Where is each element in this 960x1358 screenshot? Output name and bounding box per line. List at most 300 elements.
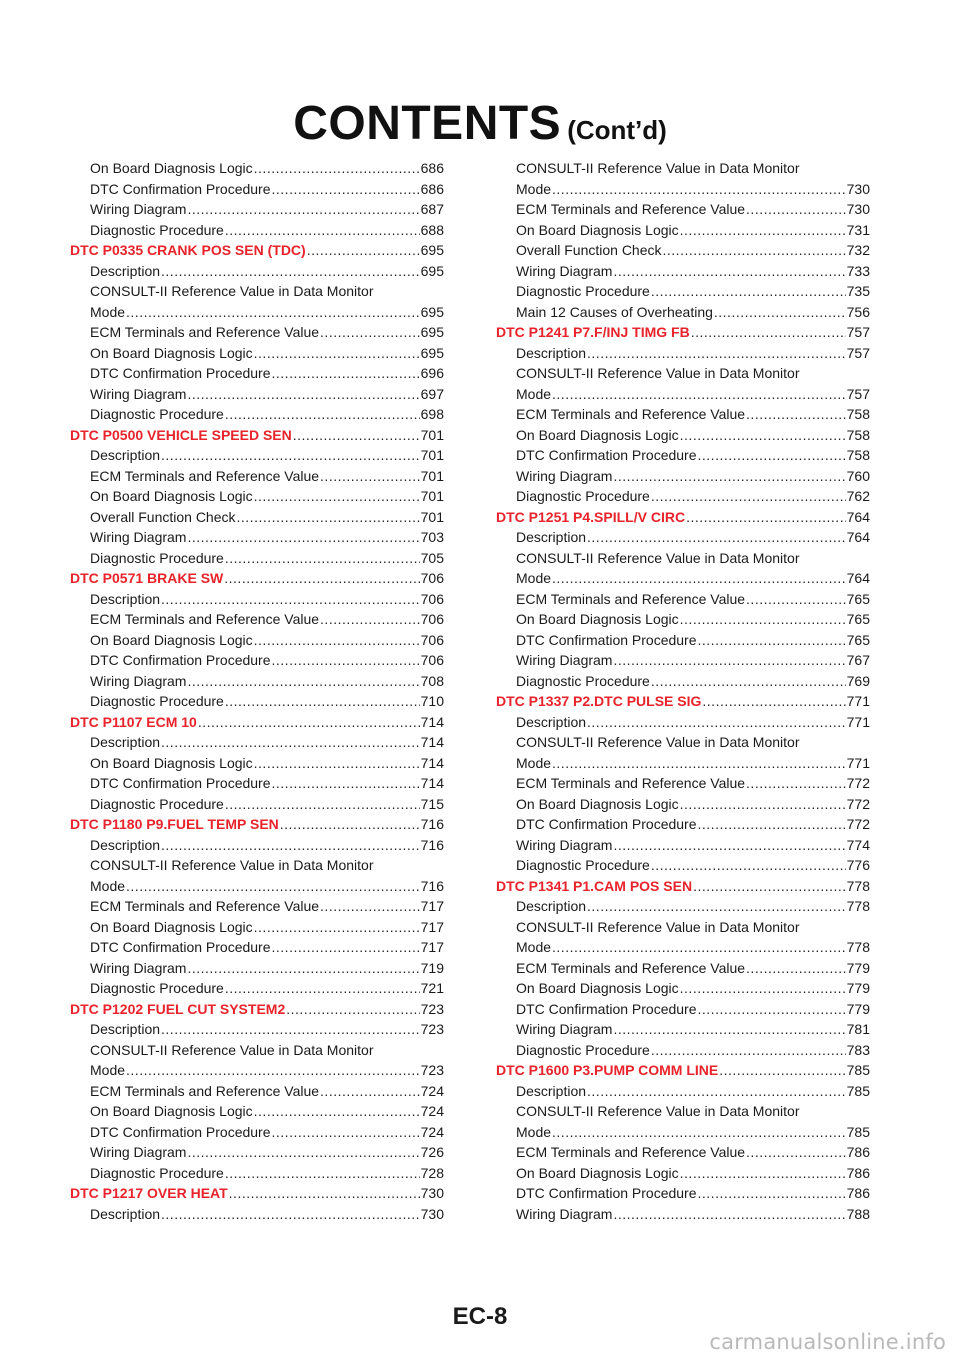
toc-entry[interactable] [496,1163,870,1184]
toc-leader-dots [225,404,420,425]
toc-entry[interactable] [70,527,444,548]
toc-entry[interactable] [496,1019,870,1040]
toc-entry[interactable] [70,917,444,938]
toc-page-number: 776 [846,857,870,873]
toc-leader-dots [552,937,846,958]
toc-page-number: 717 [420,918,444,935]
toc-entry[interactable] [496,486,870,507]
toc-page-number: 760 [846,467,870,484]
toc-entry[interactable] [496,261,870,282]
toc-page-number: 723 [420,1000,444,1017]
toc-entry-label: Description [516,344,587,361]
toc-entry[interactable] [496,917,870,938]
toc-entry[interactable] [70,1081,444,1102]
toc-entry[interactable] [70,896,444,917]
toc-entry-label: CONSULT-II Reference Value in Data Monitor [90,283,374,299]
toc-entry[interactable] [496,548,870,569]
toc-leader-dots [587,712,846,733]
toc-entry[interactable] [496,1040,870,1061]
toc-page-number: 779 [846,1000,870,1017]
toc-leader-dots [698,1183,846,1204]
toc-entry-label: Main 12 Causes of Overheating [516,303,713,320]
toc-entry[interactable] [496,466,870,487]
toc-entry[interactable] [70,1163,444,1184]
toc-leader-dots [698,999,846,1020]
toc-entry[interactable] [70,835,444,856]
toc-entry-label: ECM Terminals and Reference Value [90,1082,320,1099]
toc-section-heading[interactable] [70,240,444,261]
toc-leader-dots [552,753,846,774]
toc-leader-dots [272,363,420,384]
toc-leader-dots [698,445,846,466]
toc-entry[interactable] [496,978,870,999]
toc-leader-dots [651,855,846,876]
toc-entry[interactable] [70,630,444,651]
toc-entry[interactable] [70,199,444,220]
toc-leader-dots [702,691,845,712]
toc-page-number: 701 [420,426,444,443]
toc-entry-label: On Board Diagnosis Logic [516,426,679,443]
toc-entry[interactable] [496,240,870,261]
toc-section-heading[interactable] [70,712,444,733]
toc-page-number: 698 [420,406,444,422]
toc-entry-label: DTC Confirmation Procedure [90,180,271,197]
toc-leader-dots [651,1040,846,1061]
toc-leader-dots [272,1122,420,1143]
toc-page-number: 783 [846,1041,870,1058]
toc-entry[interactable] [496,650,870,671]
toc-page-number: 716 [420,877,444,894]
toc-page-number: 730 [846,180,870,197]
toc-page-number: 724 [420,1103,444,1119]
toc-entry[interactable] [496,835,870,856]
toc-entry-label: ECM Terminals and Reference Value [516,590,746,607]
toc-page-number: 765 [846,590,870,607]
toc-entry[interactable] [70,261,444,282]
toc-entry-label: DTC Confirmation Procedure [516,1185,697,1201]
toc-page-number: 788 [846,1205,870,1222]
page-title [0,97,960,150]
toc-leader-dots [126,302,420,323]
toc-entry[interactable] [70,876,444,897]
toc-entry-label: DTC P1251 P4.SPILL/V CIRC [496,508,686,525]
toc-leader-dots [613,261,845,282]
toc-section-heading[interactable] [496,876,870,897]
toc-leader-dots [320,1081,420,1102]
toc-leader-dots [746,773,846,794]
toc-leader-dots [320,466,420,487]
toc-entry[interactable] [496,794,870,815]
toc-entry[interactable] [70,650,444,671]
toc-leader-dots [746,1142,846,1163]
toc-entry[interactable] [70,179,444,200]
toc-page-number: 696 [420,365,444,381]
toc-entry[interactable] [496,1101,870,1122]
toc-entry[interactable] [496,384,870,405]
toc-entry-label: Wiring Diagram [516,467,613,484]
toc-entry-label: Wiring Diagram [516,262,613,279]
toc-entry[interactable] [496,568,870,589]
toc-entry[interactable] [70,281,444,302]
toc-leader-dots [698,630,846,651]
toc-entry-label: On Board Diagnosis Logic [90,160,253,176]
toc-leader-dots [680,609,846,630]
toc-entry[interactable] [496,896,870,917]
toc-entry[interactable] [70,1040,444,1061]
toc-page-number: 771 [846,713,870,730]
toc-leader-dots [126,876,420,897]
toc-entry[interactable] [70,1060,444,1081]
toc-entry-label: Diagnostic Procedure [516,857,650,873]
toc-entry-label: DTC Confirmation Procedure [90,1123,271,1140]
toc-entry[interactable] [496,999,870,1020]
toc-leader-dots [254,158,420,179]
toc-page-number: 785 [846,1123,870,1140]
toc-entry[interactable] [70,937,444,958]
toc-entry-label: ECM Terminals and Reference Value [516,959,746,976]
toc-entry-label: DTC Confirmation Procedure [516,816,697,832]
toc-leader-dots [161,1204,420,1225]
toc-entry-label: DTC P1600 P3.PUMP COMM LINE [496,1062,719,1078]
toc-page-number: 730 [420,1185,444,1201]
toc-entry-label: DTC Confirmation Procedure [516,1000,697,1017]
toc-entry[interactable] [496,220,870,241]
toc-page-number: 765 [846,631,870,648]
toc-leader-dots [320,322,420,343]
toc-page-number: 767 [846,652,870,668]
toc-page-number: 779 [846,980,870,996]
toc-entry[interactable] [496,1204,870,1225]
toc-entry[interactable] [70,486,444,507]
toc-entry-label: Wiring Diagram [90,529,187,545]
toc-entry[interactable] [496,302,870,323]
toc-section-heading[interactable] [70,999,444,1020]
toc-leader-dots [587,343,846,364]
toc-entry-label: Mode [516,570,552,586]
toc-entry-label: Overall Function Check [516,242,662,258]
toc-entry-label: Description [516,898,587,914]
toc-entry-label: Mode [90,1062,126,1078]
toc-entry-label: CONSULT-II Reference Value in Data Monitor [90,1041,374,1058]
toc-entry[interactable] [70,1204,444,1225]
toc-page-number: 786 [846,1144,870,1160]
toc-page-number: 779 [846,959,870,976]
toc-leader-dots [293,425,420,446]
toc-entry[interactable] [496,425,870,446]
toc-entry-label: Diagnostic Procedure [516,488,650,504]
toc-entry-label: Description [516,529,587,545]
toc-entry-label: Mode [516,1123,552,1140]
toc-section-heading[interactable] [496,1060,870,1081]
toc-page-number: 695 [420,242,444,258]
toc-section-heading[interactable] [70,425,444,446]
toc-entry[interactable] [496,630,870,651]
toc-page-number: 714 [420,713,444,730]
toc-entry-label: DTC Confirmation Procedure [90,775,271,791]
toc-leader-dots [161,732,420,753]
toc-section-heading[interactable] [70,814,444,835]
toc-entry[interactable] [70,445,444,466]
toc-entry-label: DTC Confirmation Procedure [90,939,271,955]
toc-leader-dots [719,1060,845,1081]
toc-entry-label: Diagnostic Procedure [516,672,650,689]
toc-entry[interactable] [496,589,870,610]
toc-section-heading[interactable] [70,1183,444,1204]
toc-entry[interactable] [496,855,870,876]
toc-leader-dots [272,650,420,671]
toc-leader-dots [254,1101,420,1122]
toc-page-number: 762 [846,488,870,504]
toc-page-number: 701 [420,467,444,484]
toc-entry[interactable] [70,404,444,425]
toc-entry-label: On Board Diagnosis Logic [90,344,253,361]
toc-entry-label: DTC P1337 P2.DTC PULSE SIG [496,693,702,709]
toc-page-number: 695 [420,262,444,279]
toc-entry[interactable] [70,773,444,794]
toc-page-number: 706 [420,652,444,668]
toc-page-number: 724 [420,1082,444,1099]
toc-entry[interactable] [496,158,870,179]
toc-entry[interactable] [496,1081,870,1102]
toc-page-number: 697 [420,385,444,402]
toc-leader-dots [161,835,420,856]
toc-entry[interactable] [70,302,444,323]
toc-leader-dots [307,240,420,261]
toc-entry-label: ECM Terminals and Reference Value [90,467,320,484]
page-number: EC-8 [452,1303,508,1330]
toc-leader-dots [280,814,420,835]
toc-page-number: 778 [846,898,870,914]
toc-page-number: 708 [420,672,444,689]
toc-entry-label: Mode [90,303,126,320]
toc-entry-label: CONSULT-II Reference Value in Data Monitor [516,549,800,566]
toc-leader-dots [587,1081,846,1102]
contents-continued-label: (Cont’d) [567,115,667,145]
toc-leader-dots [613,466,845,487]
toc-page-number: 730 [846,201,870,217]
toc-page-number: 716 [420,816,444,832]
toc-entry[interactable] [70,671,444,692]
toc-page-number: 701 [420,508,444,525]
toc-entry[interactable] [496,1183,870,1204]
toc-entry[interactable] [70,753,444,774]
toc-entry-label: On Board Diagnosis Logic [90,918,253,935]
toc-leader-dots [693,876,846,897]
toc-entry[interactable] [496,404,870,425]
toc-leader-dots [680,794,846,815]
toc-leader-dots [680,220,846,241]
toc-entry-label: On Board Diagnosis Logic [516,795,679,812]
toc-entry-label: Description [90,836,161,853]
toc-entry[interactable] [496,343,870,364]
toc-entry[interactable] [70,384,444,405]
toc-entry[interactable] [70,589,444,610]
toc-leader-dots [663,240,846,261]
toc-entry-label: Wiring Diagram [516,1205,613,1222]
toc-leader-dots [746,404,846,425]
toc-page-number: 723 [420,1021,444,1037]
toc-leader-dots [187,1142,419,1163]
toc-page-number: 715 [420,795,444,812]
toc-leader-dots [126,1060,420,1081]
toc-page-number: 726 [420,1144,444,1160]
toc-leader-dots [651,281,846,302]
toc-entry-label: ECM Terminals and Reference Value [516,406,746,422]
toc-page-number: 764 [846,508,870,525]
toc-entry[interactable] [70,1101,444,1122]
toc-entry-label: DTC P0500 VEHICLE SPEED SEN [70,426,292,443]
toc-leader-dots [613,1019,845,1040]
toc-page-number: 728 [420,1164,444,1181]
toc-entry[interactable] [496,527,870,548]
toc-page-number: 757 [846,344,870,361]
toc-page-number: 705 [420,549,444,566]
toc-leader-dots [552,179,846,200]
toc-leader-dots [686,507,846,528]
toc-entry[interactable] [496,814,870,835]
toc-entry[interactable] [70,1019,444,1040]
toc-page-number: 735 [846,283,870,299]
toc-entry-label: Description [516,1082,587,1099]
toc-entry-label: Diagnostic Procedure [516,1041,650,1058]
toc-leader-dots [225,548,420,569]
toc-leader-dots [225,220,420,241]
toc-leader-dots [286,999,419,1020]
toc-entry[interactable] [70,158,444,179]
toc-page-number: 701 [420,488,444,504]
toc-leader-dots [225,978,420,999]
toc-entry[interactable] [496,363,870,384]
toc-entry-label: Mode [516,180,552,197]
toc-entry[interactable] [70,507,444,528]
toc-leader-dots [161,445,420,466]
toc-section-heading[interactable] [70,568,444,589]
toc-entry[interactable] [70,958,444,979]
toc-leader-dots [254,486,420,507]
toc-leader-dots [587,896,846,917]
toc-page-number: 723 [420,1062,444,1078]
toc-leader-dots [187,199,419,220]
toc-entry[interactable] [496,773,870,794]
toc-leader-dots [198,712,420,733]
toc-entry[interactable] [70,691,444,712]
toc-entry[interactable] [496,937,870,958]
toc-entry[interactable] [70,343,444,364]
toc-page-number: 771 [846,754,870,771]
toc-section-heading[interactable] [496,507,870,528]
toc-leader-dots [225,1163,420,1184]
toc-leader-dots [187,958,419,979]
toc-page-number: 706 [420,611,444,627]
toc-entry-label: CONSULT-II Reference Value in Data Monitor [516,918,800,935]
toc-leader-dots [272,937,420,958]
toc-entry-label: DTC P1217 OVER HEAT [70,1185,228,1201]
toc-entry-label: Description [90,1021,161,1037]
toc-entry-label: CONSULT-II Reference Value in Data Monitor [516,160,800,176]
toc-entry[interactable] [496,281,870,302]
toc-page-number: 732 [846,242,870,258]
toc-leader-dots [254,753,420,774]
toc-page-number: 772 [846,795,870,812]
toc-entry[interactable] [496,445,870,466]
toc-entry[interactable] [496,1122,870,1143]
toc-entry-label: DTC Confirmation Procedure [516,631,697,648]
toc-entry-label: Wiring Diagram [516,1021,613,1037]
toc-entry-label: Mode [516,939,552,955]
toc-entry[interactable] [70,855,444,876]
toc-leader-dots [187,527,419,548]
toc-section-heading[interactable] [496,322,870,343]
toc-section-heading[interactable] [496,691,870,712]
toc-leader-dots [187,671,419,692]
toc-entry[interactable] [70,466,444,487]
toc-page-number: 733 [846,262,870,279]
toc-entry[interactable] [496,179,870,200]
toc-column-right [496,158,870,1224]
toc-entry[interactable] [70,363,444,384]
toc-leader-dots [320,609,420,630]
toc-entry[interactable] [70,1142,444,1163]
toc-entry[interactable] [70,978,444,999]
toc-page-number: 772 [846,775,870,791]
toc-entry[interactable] [496,1142,870,1163]
toc-entry-label: CONSULT-II Reference Value in Data Monitor [516,1103,800,1119]
toc-entry[interactable] [70,322,444,343]
toc-entry-label: Mode [90,877,126,894]
toc-entry-label: DTC P1107 ECM 10 [70,713,197,730]
toc-entry[interactable] [496,712,870,733]
toc-entry[interactable] [70,609,444,630]
toc-entry-label: CONSULT-II Reference Value in Data Monitor [516,365,800,381]
toc-leader-dots [225,691,420,712]
toc-entry-label: On Board Diagnosis Logic [516,1164,679,1181]
toc-leader-dots [587,527,846,548]
toc-entry[interactable] [70,548,444,569]
toc-entry-label: Wiring Diagram [90,385,187,402]
toc-leader-dots [680,1163,846,1184]
toc-entry-label: On Board Diagnosis Logic [90,488,253,504]
toc-entry[interactable] [496,732,870,753]
toc-page-number: 731 [846,221,870,238]
toc-page-number: 719 [420,959,444,976]
toc-entry-label: DTC Confirmation Procedure [90,365,271,381]
toc-entry-label: Overall Function Check [90,508,236,525]
toc-entry[interactable] [70,794,444,815]
toc-entry-label: ECM Terminals and Reference Value [90,324,320,340]
toc-entry[interactable] [496,609,870,630]
toc-entry[interactable] [496,199,870,220]
toc-leader-dots [237,507,420,528]
toc-page-number: 686 [420,180,444,197]
toc-entry-label: DTC P1202 FUEL CUT SYSTEM2 [70,1000,286,1017]
toc-entry[interactable] [70,732,444,753]
toc-page-number: 778 [846,877,870,894]
toc-entry-label: DTC P0335 CRANK POS SEN (TDC) [70,242,306,258]
toc-entry[interactable] [70,1122,444,1143]
toc-leader-dots [187,384,419,405]
toc-entry-label: Mode [516,385,552,402]
toc-page-number: 717 [420,898,444,914]
toc-page-number: 756 [846,303,870,320]
contents-heading: CONTENTS [293,97,562,150]
toc-entry[interactable] [496,671,870,692]
toc-entry-label: Mode [516,754,552,771]
toc-entry[interactable] [70,220,444,241]
toc-entry[interactable] [496,753,870,774]
toc-entry-label: On Board Diagnosis Logic [516,221,679,238]
toc-leader-dots [272,773,420,794]
toc-entry[interactable] [496,958,870,979]
